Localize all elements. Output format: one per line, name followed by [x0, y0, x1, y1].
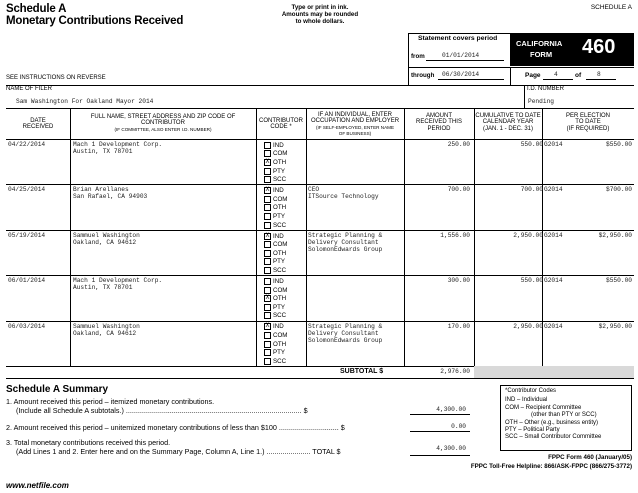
code-label: OTH [273, 204, 287, 212]
subtotal-value[interactable]: 2,976.00 [440, 368, 470, 375]
row-contributor-name[interactable]: Sammuel Washington [73, 231, 140, 239]
row-occupation-2[interactable]: Delivery Consultant [308, 238, 379, 246]
code-label: COM [273, 195, 288, 203]
code-option-pty[interactable] [264, 212, 287, 221]
page-number[interactable]: 4 [554, 71, 558, 78]
code-label: IND [273, 141, 284, 149]
code-option-com[interactable] [264, 240, 287, 249]
row-occupation-3[interactable]: SolomonEdwards Group [308, 336, 383, 344]
code-option-oth[interactable] [264, 204, 287, 213]
checkbox[interactable] [264, 176, 271, 183]
code-label: COM [273, 286, 288, 294]
checkbox[interactable]: X [265, 323, 270, 330]
row-date[interactable]: 05/19/2014 [8, 231, 46, 239]
col-cumulative-header: CUMULATIVE TO DATE CALENDAR YEAR (JAN. 1 - DEC. 31) [475, 113, 541, 132]
code-option-com[interactable] [264, 286, 287, 295]
row-amount[interactable]: 300.00 [447, 277, 470, 285]
page-total[interactable]: 8 [597, 71, 601, 78]
form-subtitle: Monetary Contributions Received [6, 15, 184, 27]
row-divider [6, 321, 634, 322]
row-occupation-2[interactable]: ITSource Technology [308, 193, 379, 201]
row-contributor-address[interactable]: Oakland, CA 94612 [73, 329, 137, 337]
checkbox[interactable] [264, 304, 271, 311]
row-cumulative[interactable]: 2,950.00 [513, 322, 543, 330]
checkbox[interactable] [264, 341, 271, 348]
col-amount-header: AMOUNT RECEIVED THIS PERIOD [416, 113, 462, 132]
through-date[interactable]: 06/30/2014 [442, 71, 480, 78]
code-option-oth[interactable] [264, 158, 287, 167]
code-label: OTH [273, 340, 287, 348]
checkbox[interactable] [264, 196, 271, 203]
checkbox[interactable] [264, 204, 271, 211]
code-option-scc[interactable] [264, 357, 287, 366]
checkbox[interactable] [264, 241, 271, 248]
code-option-ind[interactable] [264, 186, 287, 195]
code-option-oth[interactable] [264, 249, 287, 258]
code-option-pty[interactable] [264, 303, 287, 312]
checkbox[interactable] [264, 358, 271, 365]
checkbox[interactable] [264, 332, 271, 339]
row-amount[interactable]: 250.00 [447, 141, 470, 148]
col-election-header: PER ELECTION TO DATE (IF REQUIRED) [565, 113, 610, 132]
row-amount[interactable]: 700.00 [447, 186, 470, 194]
code-label: SCC [273, 266, 287, 274]
code-label: OTH [273, 249, 287, 257]
code-label: IND [273, 323, 284, 331]
code-option-com[interactable] [264, 195, 287, 204]
from-label: from [411, 53, 425, 60]
code-label: COM [273, 150, 288, 158]
row-election[interactable]: G2014 [544, 186, 563, 194]
code-option-scc[interactable] [264, 266, 287, 275]
code-label: PTY [273, 349, 286, 357]
row-election[interactable]: G2014 [544, 141, 563, 148]
row-divider [6, 230, 634, 231]
contributor-codes-box: *Contributor Codes IND – Individual COM – Recipient Committee (other than PTY or SCC) OTH – Other (e.g., business entity) PTY – Political Party SCC – Small Contributor Committee [500, 385, 632, 451]
code-label: PTY [273, 258, 286, 266]
row-cumulative[interactable]: 700.00 [520, 186, 543, 194]
code-option-oth[interactable] [264, 294, 287, 303]
row-contributor-name[interactable]: Brian Arellanes [73, 186, 129, 194]
fppc-helpline: FPPC Toll-Free Helpline: 866/ASK-FPPC (866/275-3772) [470, 463, 632, 470]
row-occupation-2[interactable]: Delivery Consultant [308, 329, 379, 337]
checkbox[interactable] [264, 222, 271, 229]
row-divider [6, 275, 634, 276]
col-name-header: FULL NAME, STREET ADDRESS AND ZIP CODE OF CONTRIBUTOR (IF COMMITTEE, ALSO ENTER I.D. NUMBER) [90, 114, 236, 132]
checkbox[interactable]: X [265, 232, 270, 239]
code-option-ind[interactable] [264, 232, 287, 241]
code-label: COM [273, 331, 288, 339]
netfile-link[interactable]: www.netfile.com [6, 481, 69, 490]
summary-line2: 2. Amount received this period – unitemized monetary contributions of less than $100 .............................. $ [6, 423, 345, 432]
code-label: OTH [273, 295, 287, 303]
row-divider [6, 184, 634, 185]
summary-title: Schedule A Summary [6, 384, 109, 395]
code-option-oth[interactable] [264, 340, 287, 349]
row-contributor-name[interactable]: Mach 1 Development Corp. [73, 277, 163, 285]
schedule-label: SCHEDULE A [590, 4, 632, 11]
row-cumulative[interactable]: 550.00 [520, 141, 543, 148]
row-per-election[interactable]: $2,950.00 [598, 231, 632, 239]
code-option-ind[interactable] [264, 277, 287, 286]
row-contributor-address[interactable]: Oakland, CA 94612 [73, 238, 137, 246]
code-label: SCC [273, 221, 287, 229]
col-occupation-header: IF AN INDIVIDUAL, ENTER OCCUPATION AND EMPLOYER (IF SELF-EMPLOYED, ENTER NAME OF BUSINESS) [310, 112, 400, 136]
checkbox[interactable] [264, 258, 271, 265]
row-occupation-1[interactable]: Strategic Planning & [308, 322, 383, 330]
summary-line2-value[interactable]: 0.00 [451, 423, 466, 430]
summary-line3-value[interactable]: 4,300.00 [436, 445, 466, 452]
row-occupation-1[interactable]: Strategic Planning & [308, 231, 383, 239]
row-date[interactable]: 06/03/2014 [8, 322, 46, 330]
row-contributor-name[interactable]: Mach 1 Development Corp. [73, 141, 163, 148]
code-option-ind[interactable] [264, 141, 287, 150]
page-label: Page [525, 72, 541, 79]
row-date[interactable]: 06/01/2014 [8, 277, 46, 285]
code-label: SCC [273, 357, 287, 365]
row-date[interactable]: 04/25/2014 [8, 186, 46, 194]
checkbox[interactable] [264, 250, 271, 257]
row-occupation-3[interactable]: SolomonEdwards Group [308, 245, 383, 253]
code-option-scc[interactable] [264, 175, 287, 184]
code-label: IND [273, 232, 284, 240]
checkbox[interactable] [264, 168, 271, 175]
row-contributor-address[interactable]: Austin, TX 78701 [73, 148, 133, 155]
name-of-filer-label: NAME OF FILER [6, 86, 53, 92]
code-label: COM [273, 241, 288, 249]
code-label: PTY [273, 303, 286, 311]
row-per-election[interactable]: $700.00 [606, 186, 632, 194]
code-option-pty[interactable] [264, 348, 287, 357]
row-per-election[interactable]: $550.00 [606, 277, 632, 285]
row-per-election[interactable]: $2,950.00 [598, 322, 632, 330]
checkbox[interactable] [264, 312, 271, 319]
name-of-filer[interactable]: Sam Washington For Oakland Mayor 2014 [16, 98, 154, 105]
from-date[interactable]: 01/01/2014 [442, 52, 480, 59]
code-label: SCC [273, 312, 287, 320]
summary-line1-value[interactable]: 4,300.00 [436, 406, 466, 413]
row-contributor-code [264, 186, 287, 229]
row-contributor-code [264, 323, 287, 366]
form-title: Schedule A [6, 3, 67, 15]
summary-line3a: 3. Total monetary contributions received this period. [6, 438, 171, 447]
row-amount[interactable]: 170.00 [447, 322, 470, 330]
id-number-label: I.D. NUMBER [527, 86, 565, 92]
row-contributor-code [264, 141, 287, 184]
checkbox[interactable] [264, 150, 271, 157]
see-instructions: SEE INSTRUCTIONS ON REVERSE [6, 75, 106, 81]
code-label: PTY [273, 167, 286, 175]
code-option-pty[interactable] [264, 258, 287, 267]
code-option-pty[interactable] [264, 167, 287, 176]
row-occupation-1[interactable]: CEO [308, 186, 320, 194]
row-date[interactable]: 04/22/2014 [8, 141, 46, 148]
row-contributor-code [264, 232, 287, 275]
code-label: PTY [273, 212, 286, 220]
code-label: IND [273, 187, 284, 195]
row-election[interactable]: G2014 [544, 231, 563, 239]
california-form-460-box: CALIFORNIA FORM 460 [510, 33, 634, 66]
row-contributor-address[interactable]: San Rafael, CA 94903 [73, 193, 148, 201]
summary-line1a: 1. Amount received this period – itemized monetary contributions. [6, 397, 215, 406]
checkbox[interactable]: X [265, 158, 270, 165]
code-option-scc[interactable] [264, 221, 287, 230]
checkbox[interactable] [264, 349, 271, 356]
subtotal-label: SUBTOTAL $ [340, 368, 384, 375]
row-election[interactable]: G2014 [544, 277, 563, 285]
print-instructions: Type or print in ink. Amounts may be rounded to whole dollars. [281, 4, 359, 25]
checkbox[interactable] [264, 213, 271, 220]
row-contributor-code [264, 277, 287, 320]
code-label: IND [273, 277, 284, 285]
summary-line3b: (Add Lines 1 and 2. Enter here and on the Summary Page, Column A, Line 1.) ...................... TOTAL $ [16, 447, 341, 456]
row-cumulative[interactable]: 550.00 [520, 277, 543, 285]
checkbox[interactable] [264, 287, 271, 294]
statement-covers-label: Statement covers period [418, 35, 498, 42]
checkbox[interactable] [264, 267, 271, 274]
row-cumulative[interactable]: 2,950.00 [513, 231, 543, 239]
code-option-com[interactable] [264, 150, 287, 159]
code-label: SCC [273, 176, 287, 184]
checkbox[interactable]: X [265, 295, 270, 302]
row-per-election[interactable]: $550.00 [606, 141, 632, 148]
checkbox[interactable] [264, 278, 271, 285]
row-amount[interactable]: 1,556.00 [440, 231, 470, 239]
checkbox[interactable] [264, 142, 271, 149]
row-election[interactable]: G2014 [544, 322, 563, 330]
code-label: OTH [273, 158, 287, 166]
checkbox[interactable]: X [265, 187, 270, 194]
col-code-header: CONTRIBUTOR CODE * [259, 118, 303, 131]
row-contributor-address[interactable]: Austin, TX 78701 [73, 284, 133, 292]
code-option-ind[interactable] [264, 323, 287, 332]
col-date-header: DATE RECEIVED [22, 118, 54, 131]
row-contributor-name[interactable]: Sammuel Washington [73, 322, 140, 330]
form-id: FPPC Form 460 (January/05) [548, 454, 632, 461]
code-option-scc[interactable] [264, 312, 287, 321]
of-label: of [575, 72, 582, 79]
code-option-com[interactable] [264, 331, 287, 340]
summary-line1b: (Include all Schedule A subtotals.) ........................................................................................ $ [16, 406, 308, 415]
id-number[interactable]: Pending [528, 98, 554, 105]
subtotal-shade [474, 366, 634, 378]
through-label: through [411, 72, 435, 79]
